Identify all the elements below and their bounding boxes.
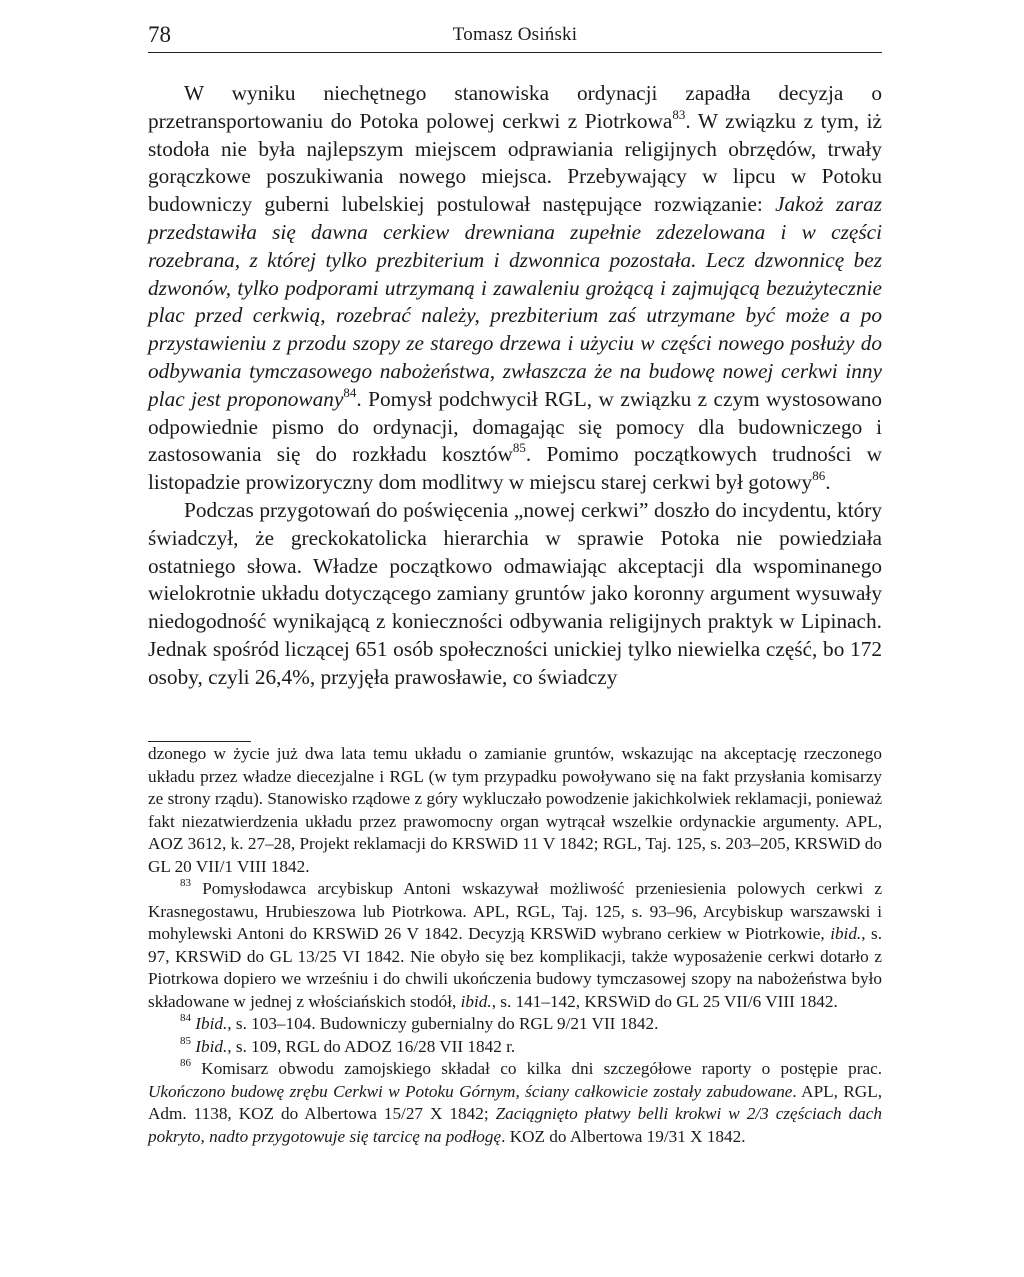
italic-text: Ibid.	[195, 1036, 228, 1056]
paragraph	[148, 497, 882, 692]
text-run: Podczas przygotowań do poświęcenia „nowej cerkwi” doszło do incydentu, który świadczył, że greckokatolicka hierarchia w sprawie Potoka nie powiedziała ostatniego słowa. Władze początkowo odmawiając akceptacji dla wspominanego wielokrotnie układu dotyczącego zamiany gruntów jako koronny argument wysuwały niedogodność wynikającą z konieczności odbywania religijnych praktyk w Lipinach. Jednak spośród liczącej 651 osób społeczności unickiej tylko niewielka część, bo 172 osoby, czyli 26,4%, przyjęła prawosławie, co świadczy	[148, 497, 882, 689]
footnote-reference: 84	[180, 1012, 191, 1025]
footnote-reference: 86	[180, 1057, 191, 1070]
italic-text: Jakoż zaraz przedstawiła się dawna cerkiew drewniana zupełnie zdezelowana i w części rozebrana, z której tylko prezbiterium i dzwonnica pozostała. Lecz dzwonnicę bez dzwonów, tylko podporami utrzymaną i zawaleniu grożącą i zajmującą bezużytecznie plac przed cerkwią, rozebrać należy, prezbiterium zaś utrzymane być może a po przystawieniu z przodu szopy ze starego drzewa i użyciu w części nowego posłuży do odbywania tymczasowego nabożeństwa, zwłaszcza że na budowę nowej cerkwi inny plac jest proponowany	[148, 192, 882, 411]
text-run: . KOZ do Albertowa 19/31 X 1842.	[501, 1126, 746, 1146]
text-run: Pomysłodawca arcybiskup Antoni wskazywał możliwość przeniesienia polowych cerkwi z Krasnegostawu, Hrubieszowa lub Piotrkowa. APL, RGL, Taj. 125, s. 93–96, Arcybiskup warszawski i mohylewski Antoni do KRSWiD 26 V 1842. Decyzją KRSWiD wybrano cerkiew w Piotrkowie,	[148, 879, 882, 943]
footnote-85	[148, 1036, 882, 1059]
text-run: . W związku z tym, iż stodoła nie była najlepszym miejscem odprawiania religijnych obrzędów, trwały gorączkowe poszukiwania nowego miejsca. Przebywający w lipcu w Potoku budowniczy guberni lubelskiej postulował następujące rozwiązanie:	[148, 108, 882, 217]
footnote-86	[148, 1058, 882, 1148]
text-run: , s. 97, KRSWiD do GL 13/25 VI 1842. Nie obyło się bez komplikacji, także wyposażenie cerkwi dotarło z Piotrkowa dopiero we wrześniu i do chwili ukończenia budowy tymczasowej szopy na nabożeństwa było składowane w jednej z włościańskich stodół,	[148, 924, 882, 1011]
text-run: . Pomysł podchwycił RGL, w związku z czym wystosowano odpowiednie pismo do ordynacji, domagając się pomocy dla budowniczego i zastosowania się do rozkładu kosztów	[148, 386, 883, 467]
paragraph	[148, 80, 882, 497]
footnote-reference: 85	[180, 1034, 191, 1047]
main-text	[148, 80, 882, 692]
text-run: , s. 109, RGL do ADOZ 16/28 VII 1842 r.	[227, 1036, 516, 1056]
italic-text: Ukończono budowę zrębu Cerkwi w Potoku Górnym, ściany całkowicie zostały zabudowane	[148, 1081, 793, 1101]
running-head-author: Tomasz Osiński	[452, 24, 578, 45]
italic-text: ibid.	[460, 991, 492, 1011]
text-run: dzonego w życie już dwa lata temu układu o zamianie gruntów, wskazując na akceptację rzeczonego układu przez władze diecezjalne i RGL (w tym przypadku powoływano się na fakt przysłania komisarzy ze strony rządu). Stanowisko rządowe z góry wykluczało powodzenie jakichkolwiek reklamacji, ponieważ fakt niezatwierdzenia układu przez prawomocny organ wytrącał wszelkie ordynackie argumenty. APL, AOZ 3612, k. 27–28, Projekt reklamacji do KRSWiD 11 V 1842; RGL, Taj. 125, s. 203–205, KRSWiD do GL 20 VII/1 VIII 1842.	[148, 744, 882, 876]
footnote-reference: 84	[343, 384, 357, 400]
footnote-continuation	[148, 743, 882, 878]
text-run: , s. 103–104. Budowniczy gubernialny do RGL 9/21 VII 1842.	[227, 1014, 659, 1033]
page-header	[148, 22, 882, 53]
footnotes	[148, 743, 882, 1148]
text-run: . APL, RGL, Adm. 1138, KOZ do Albertowa 15/27 X 1842;	[148, 1081, 882, 1123]
page-number: 78	[148, 22, 171, 47]
text-run: Komisarz obwodu zamojskiego składał co kilka dni szczegółowe raporty o postępie prac.	[191, 1059, 882, 1078]
italic-text: Ibid.	[195, 1014, 228, 1033]
italic-text: ibid.	[830, 924, 862, 943]
text-run: , s. 141–142, KRSWiD do GL 25 VII/6 VIII 1842.	[491, 991, 838, 1011]
footnote-reference: 83	[180, 877, 191, 890]
footnote-reference: 86	[812, 468, 826, 484]
footnote-reference: 83	[672, 106, 686, 122]
footnote-83	[148, 878, 882, 1013]
text-run: .	[825, 470, 831, 495]
text-run: W wyniku niechętnego stanowiska ordynacji zapadła decyzja o przetransportowaniu do Potoka polowej cerkwi z Piotrkowa	[148, 81, 882, 133]
footnote-separator	[148, 741, 251, 742]
footnote-reference: 85	[512, 440, 526, 456]
text-run: . Pomimo początkowych trudności w listopadzie prowizoryczny dom modlitwy w miejscu starej cerkwi był gotowy	[148, 442, 882, 495]
footnote-84	[148, 1013, 882, 1036]
italic-text: Zaciągnięto płatwy belli krokwi w 2/3 częściach dach pokryto, nadto przygotowuje się tarcicę na podłogę	[148, 1104, 882, 1146]
